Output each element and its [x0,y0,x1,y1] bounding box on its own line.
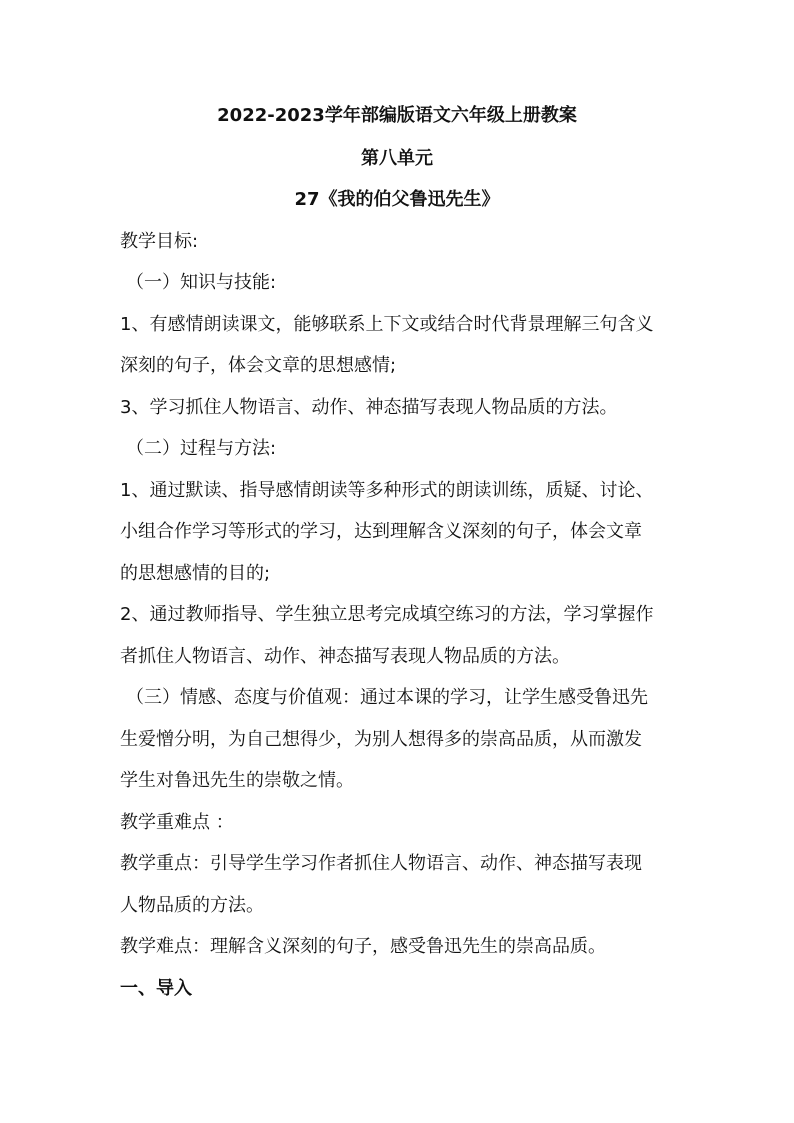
text-line: 1、通过默读、指导感情朗读等多种形式的朗读训练，质疑、讨论、 [120,480,654,501]
text-line: 教学难点：理解含义深刻的句子，感受鲁迅先生的崇高品质。 [120,936,606,957]
unit-heading: 第八单元 [361,148,433,169]
section-key-difficult-points: 教学重难点 ： [120,812,234,833]
text-line: 人物品质的方法。 [120,895,264,916]
text-line: 3、学习抓住人物语言、动作、神态描写表现人物品质的方法。 [120,397,618,418]
text-line: 的思想感情的目的; [120,563,271,584]
lesson-heading: 27《我的伯父鲁迅先生》 [294,189,500,210]
section-teaching-goals: 教学目标: [120,231,199,252]
text-line: 教学重点：引导学生学习作者抓住人物语言、动作、神态描写表现 [120,853,642,874]
subsection-process-methods: （二）过程与方法: [126,438,277,459]
text-line: 者抓住人物语言、动作、神态描写表现人物品质的方法。 [120,646,570,667]
text-line: 1、有感情朗读课文，能够联系上下文或结合时代背景理解三句含义 [120,314,654,335]
subsection-knowledge-skills: （一）知识与技能: [126,272,277,293]
text-line: 学生对鲁迅先生的崇敬之情。 [120,770,354,791]
text-line: 深刻的句子，体会文章的思想感情; [120,355,397,376]
text-line: 小组合作学习等形式的学习，达到理解含义深刻的句子，体会文章 [120,521,642,542]
text-line: 生爱憎分明，为自己想得少，为别人想得多的崇高品质，从而激发 [120,729,642,750]
text-line: 2、通过教师指导、学生独立思考完成填空练习的方法，学习掌握作 [120,604,654,625]
section-introduction-heading: 一、导入 [120,978,192,999]
subsection-emotion-values: （三）情感、态度与价值观：通过本课的学习，让学生感受鲁迅先 [126,687,648,708]
document-title: 2022-2023学年部编版语文六年级上册教案 [217,105,577,126]
